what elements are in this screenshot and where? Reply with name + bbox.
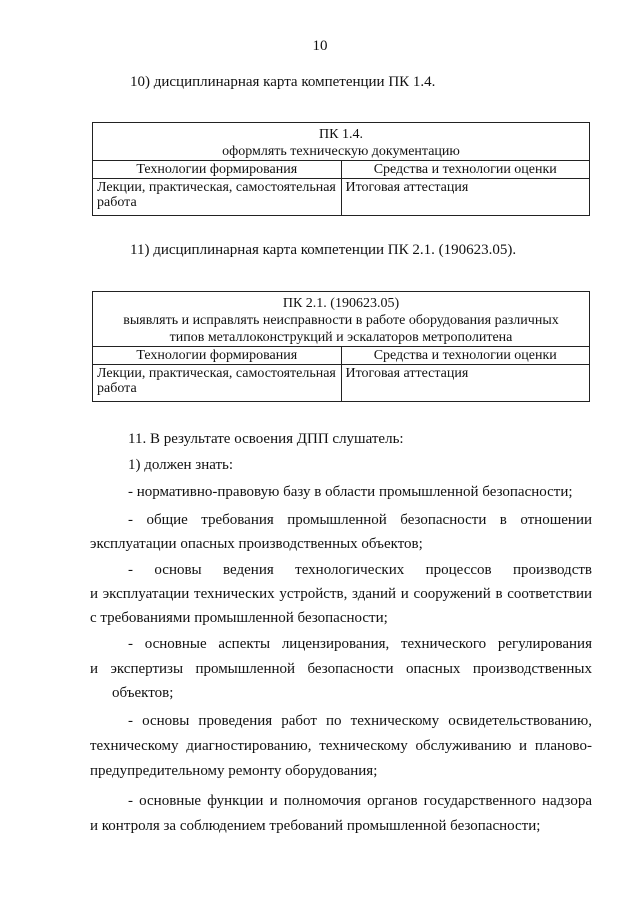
assessment-tools: Итоговая аттестация [341,365,590,402]
knowledge-item-3-line1: - основы ведения технологических процессов производств [128,562,592,578]
outcomes-intro: 11. В результате освоения ДПП слушатель: [128,431,404,447]
competency-title-line2: типов металлоконструкций и эскалаторов метрополитена [93,329,590,347]
competency-code: ПК 1.4. [93,123,590,144]
knowledge-item-1: - нормативно-правовую базу в области промышленной безопасности; [128,484,573,500]
knowledge-item-6-line1: - основные функции и полномочия органов государственного надзора [128,793,592,809]
knowledge-item-2-line1: - общие требования промышленной безопасности в отношении [128,512,592,528]
column-header-formation: Технологии формирования [93,161,342,179]
formation-technologies: Лекции, практическая, самостоятельная работа [93,179,342,216]
section-heading-pk-2-1: 11) дисциплинарная карта компетенции ПК 2.1. (190623.05). [130,242,517,258]
page-number: 10 [312,38,328,54]
knowledge-item-5-line1: - основы проведения работ по техническому освидетельствованию, [128,713,592,729]
competency-code: ПК 2.1. (190623.05) [93,292,590,313]
knowledge-item-4-line1: - основные аспекты лицензирования, технического регулирования [128,636,592,652]
competency-title: оформлять техническую документацию [93,143,590,161]
knowledge-item-3-line3: с требованиями промышленной безопасности; [90,610,388,626]
section-heading-pk-1-4: 10) дисциплинарная карта компетенции ПК 1.4. [130,74,436,90]
competency-title-line1: выявлять и исправлять неисправности в работе оборудования различных [93,312,590,329]
knowledge-item-6-line2: и контроля за соблюдением требований промышленной безопасности; [90,818,541,834]
knowledge-item-2-line2: эксплуатации опасных производственных объектов; [90,536,423,552]
assessment-tools: Итоговая аттестация [341,179,590,216]
competency-table-pk-2-1 [92,291,590,402]
competency-table-pk-1-4 [92,122,590,216]
knowledge-item-3-line2: и эксплуатации технических устройств, зданий и сооружений в соответствии [90,586,592,602]
knowledge-item-4-line3: объектов; [112,685,174,701]
column-header-assessment: Средства и технологии оценки [341,347,590,365]
knowledge-item-4-line2: и экспертизы промышленной безопасности опасных производственных [90,661,592,677]
column-header-formation: Технологии формирования [93,347,342,365]
must-know-heading: 1) должен знать: [128,457,234,473]
column-header-assessment: Средства и технологии оценки [341,161,590,179]
formation-technologies: Лекции, практическая, самостоятельная работа [93,365,342,402]
knowledge-item-5-line3: предупредительному ремонту оборудования; [90,763,378,779]
knowledge-item-5-line2: техническому диагностированию, техническому обслуживанию и планово- [90,738,592,754]
